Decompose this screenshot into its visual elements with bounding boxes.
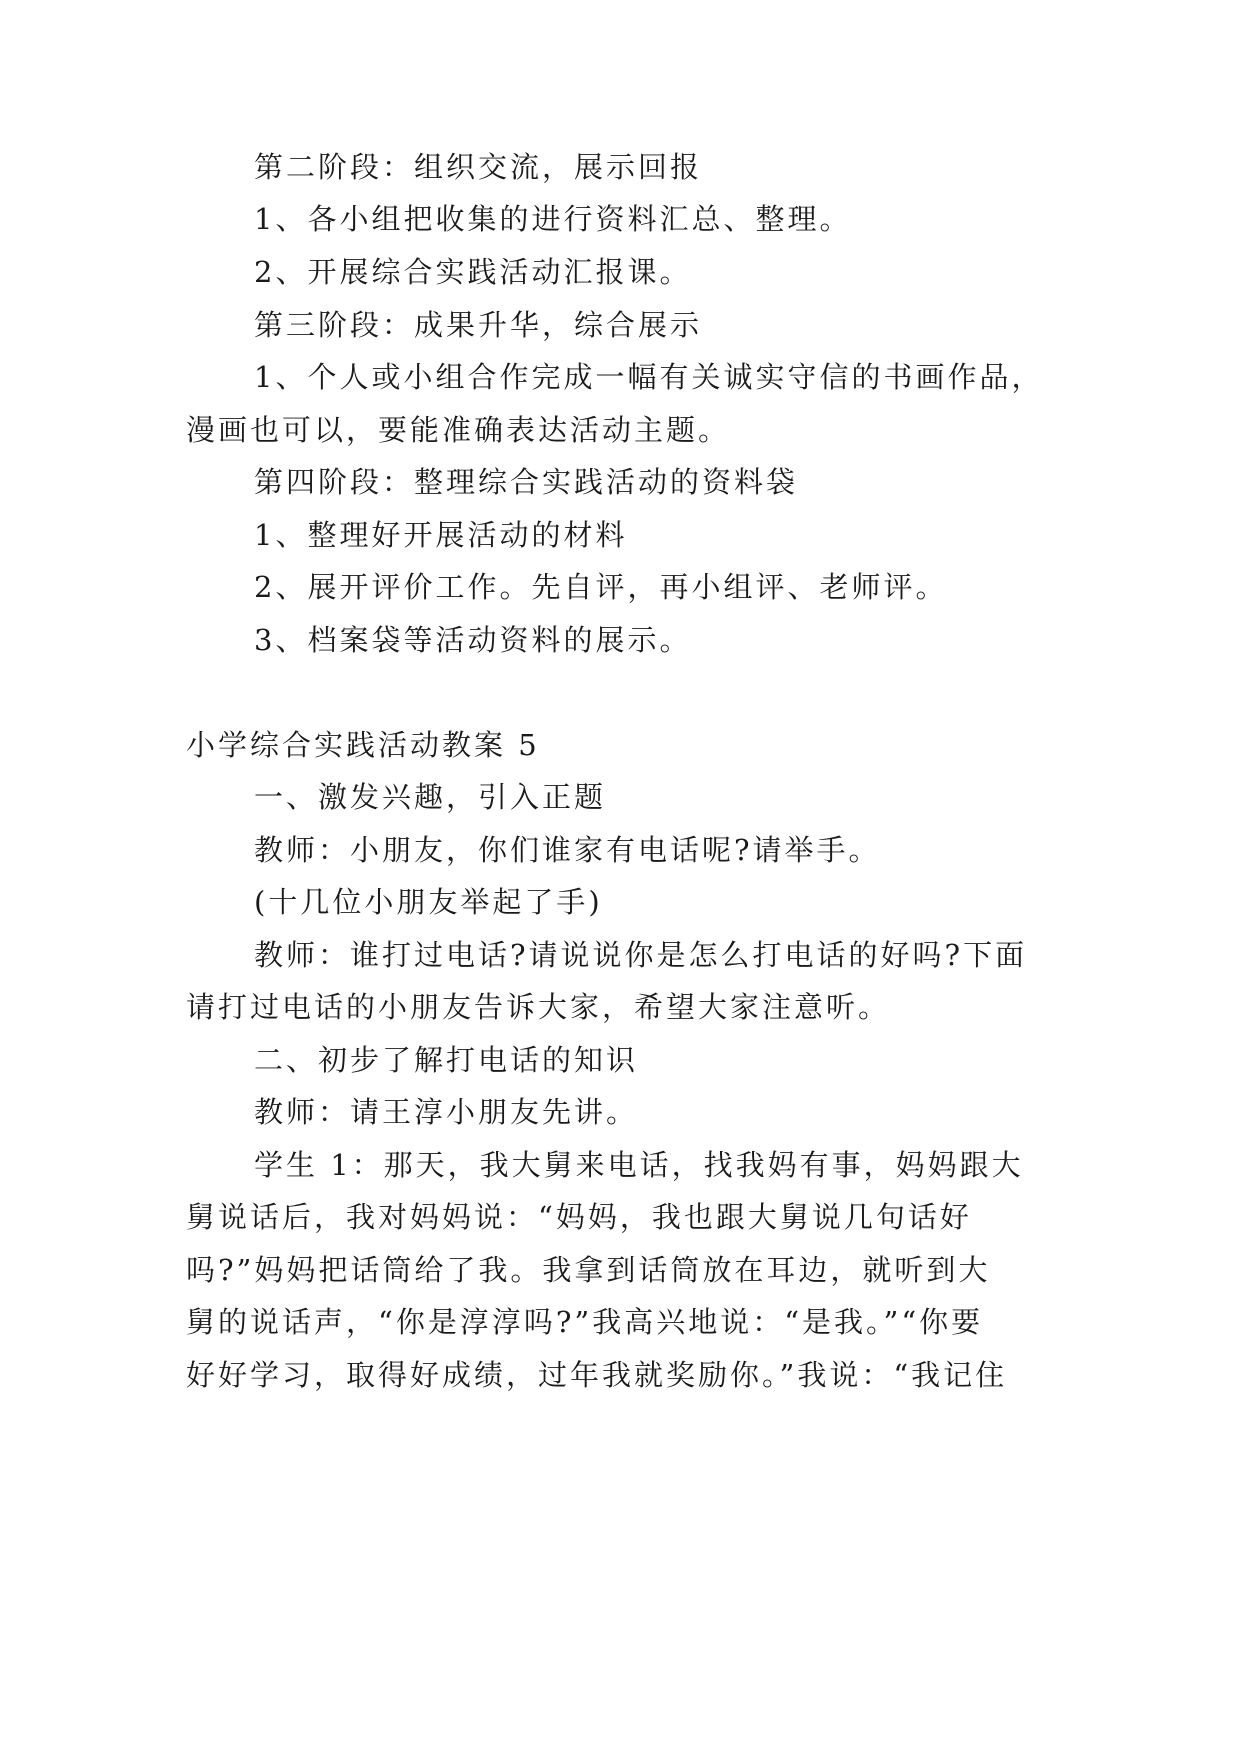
stage3-item-1-line-1: 1、个人或小组合作完成一幅有关诚实守信的书画作品， xyxy=(254,360,1044,394)
stage4-heading: 第四阶段：整理综合实践活动的资料袋 xyxy=(254,465,799,499)
paragraph-teacher-question: 教师：小朋友，你们谁家有电话呢?请举手。 xyxy=(254,833,881,867)
paragraph-teacher-prompt-line-2: 请打过电话的小朋友告诉大家，希望大家注意听。 xyxy=(186,990,891,1024)
paragraph-student-story-line-4: 舅的说话声，“你是淳淳吗?”我高兴地说：“是我。”“你要 xyxy=(186,1305,984,1339)
paragraph-student-story-line-3: 吗?”妈妈把话筒给了我。我拿到话筒放在耳边，就听到大 xyxy=(186,1253,991,1287)
stage2-heading: 第二阶段：组织交流，展示回报 xyxy=(254,150,703,184)
paragraph-student-story-line-1: 学生 1：那天，我大舅来电话，找我妈有事，妈妈跟大 xyxy=(254,1148,1024,1182)
stage4-item-1: 1、整理好开展活动的材料 xyxy=(254,518,628,552)
stage3-heading: 第三阶段：成果升华，综合展示 xyxy=(254,308,703,342)
paragraph-student-story-line-2: 舅说话后，我对妈妈说：“妈妈，我也跟大舅说几句话好 xyxy=(186,1200,972,1234)
stage2-item-1: 1、各小组把收集的进行资料汇总、整理。 xyxy=(254,202,852,236)
stage2-item-2: 2、开展综合实践活动汇报课。 xyxy=(254,255,692,289)
part-1-heading: 一、激发兴趣，引入正题 xyxy=(254,780,607,814)
stage3-item-1-line-2: 漫画也可以，要能准确表达活动主题。 xyxy=(186,413,731,447)
paragraph-teacher-invite: 教师：请王淳小朋友先讲。 xyxy=(254,1095,639,1129)
stage4-item-3: 3、档案袋等活动资料的展示。 xyxy=(254,623,692,657)
paragraph-student-story-line-5: 好好学习，取得好成绩，过年我就奖励你。”我说：“我记住 xyxy=(186,1358,1008,1392)
lesson-plan-title: 小学综合实践活动教案 5 xyxy=(186,728,540,762)
paragraph-teacher-prompt-line-1: 教师：谁打过电话?请说说你是怎么打电话的好吗?下面 xyxy=(254,938,1028,972)
stage4-item-2: 2、展开评价工作。先自评，再小组评、老师评。 xyxy=(254,570,948,604)
part-2-heading: 二、初步了解打电话的知识 xyxy=(254,1043,639,1077)
paragraph-students-raise-hands: (十几位小朋友举起了手) xyxy=(254,885,603,919)
